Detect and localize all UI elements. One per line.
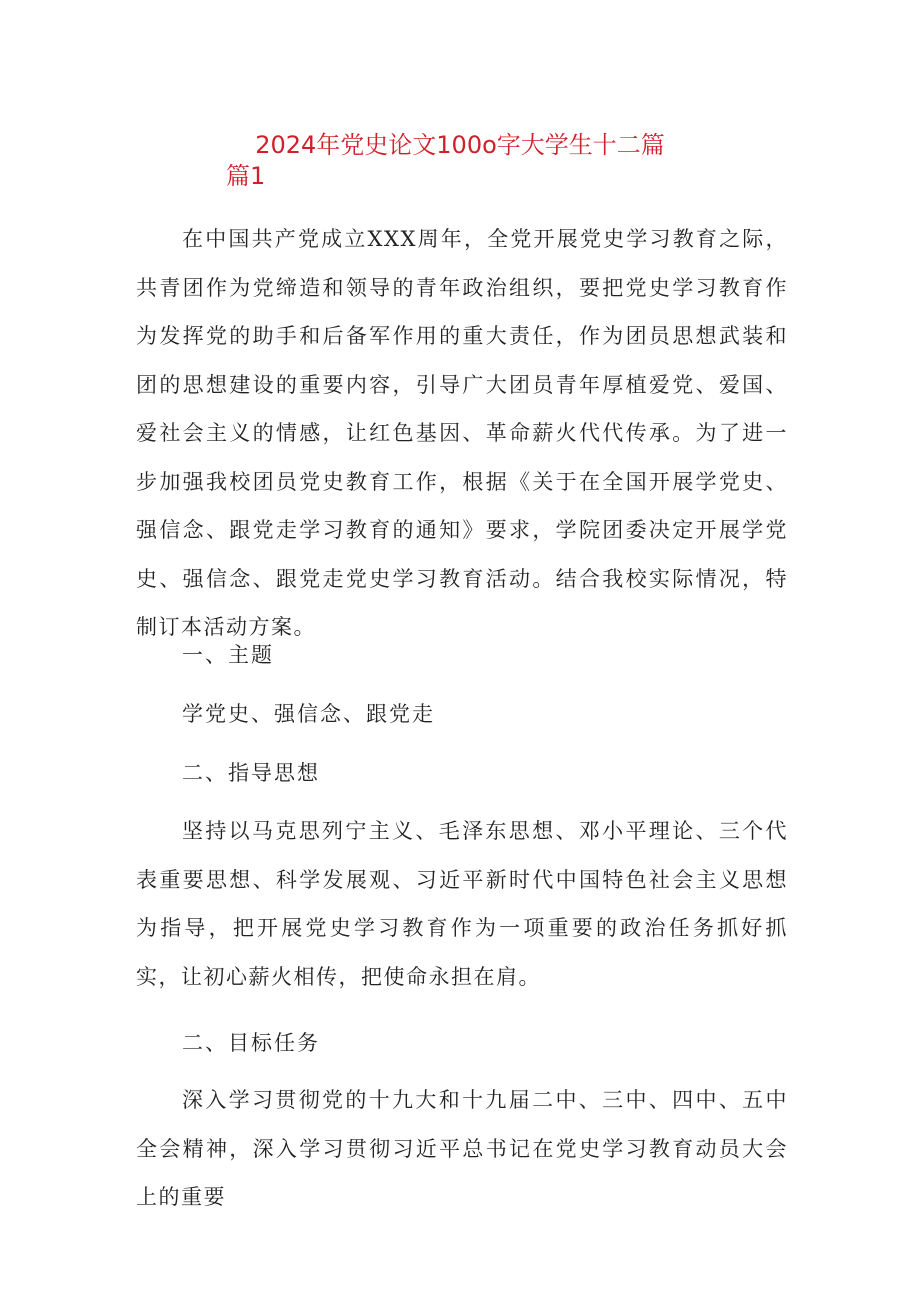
heading-goals: 二、目标任务: [182, 1031, 320, 1055]
heading-theme: 一、主题: [182, 643, 274, 667]
paragraph-guiding-thought: 坚持以马克思列宁主义、毛泽东思想、邓小平理论、三个代表重要思想、科学发展观、习近平新时代中国特色社会主义思想为指导，把开展党史学习教育作为一项重要的政治任务抓好抓实，让初心薪火相传，把使命永担在肩。: [136, 819, 788, 989]
section-subtitle: 篇1: [226, 162, 266, 190]
theme-text: 学党史、强信念、跟党走: [182, 702, 435, 726]
paragraph-goals: 深入学习贯彻党的十九大和十九届二中、三中、四中、五中全会精神，深入学习贯彻习近平总书记在党史学习教育动员大会上的重要: [136, 1088, 788, 1209]
document-title: 2024年党史论文100o字大学生十二篇: [255, 131, 665, 159]
heading-guiding-thought: 二、指导思想: [182, 761, 320, 785]
paragraph-intro: 在中国共产党成立XXX周年，全党开展党史学习教育之际，共青团作为党缔造和领导的青年政治组织，要把党史学习教育作为发挥党的助手和后备军作用的重大责任，作为团员思想武装和团的思想建设的重要内容，引导广大团员青年厚植爱党、爱国、爱社会主义的情感，让红色基因、革命薪火代代传承。为了进一步加强我校团员党史教育工作，根据《关于在全国开展学党史、强信念、跟党走学习教育的通知》要求，学院团委决定开展学党史、强信念、跟党走党史学习教育活动。结合我校实际情况，特制订本活动方案。: [136, 227, 788, 639]
